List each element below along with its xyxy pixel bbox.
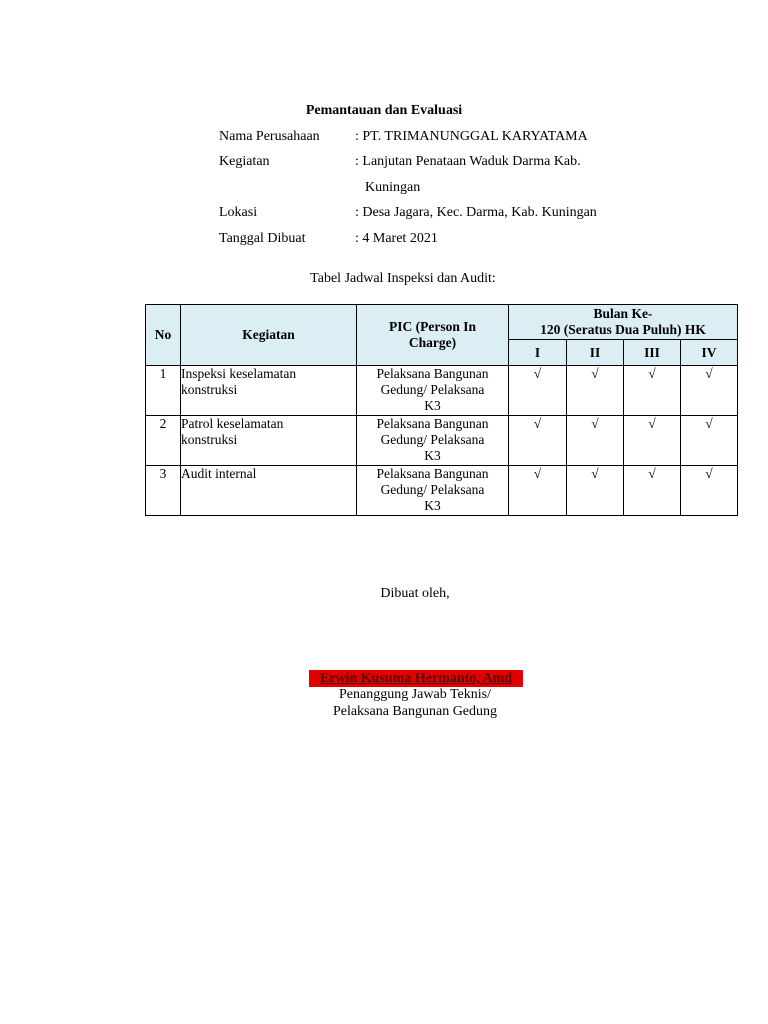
cell-pic-line: Gedung/ Pelaksana — [380, 432, 485, 447]
cell-no: 1 — [146, 366, 181, 416]
signer-role-line: Pelaksana Bangunan Gedung — [332, 704, 498, 719]
signer-role-line: Penanggung Jawab Teknis/ — [339, 687, 491, 702]
header-period: IV — [681, 340, 738, 366]
cell-kegiatan — [181, 466, 357, 516]
info-value: : Desa Jagara, Kec. Darma, Kab. Kuningan — [355, 205, 597, 220]
table-row — [146, 466, 738, 516]
check-mark: √ — [624, 416, 681, 466]
cell-kegiatan — [181, 416, 357, 466]
header-period: I — [509, 340, 567, 366]
cell-pic — [357, 416, 509, 466]
check-mark: √ — [567, 366, 624, 416]
cell-kegiatan — [181, 366, 357, 416]
check-mark: √ — [509, 416, 567, 466]
signer-name: Erwin Kusuma Hermanto, Amd — [309, 670, 523, 687]
schedule-table — [145, 304, 738, 516]
cell-pic-line: K3 — [424, 398, 441, 413]
info-label: Tanggal Dibuat — [219, 231, 306, 246]
info-label: Kegiatan — [219, 154, 270, 169]
check-mark: √ — [681, 466, 738, 516]
info-value: Kuningan — [365, 180, 421, 195]
info-value: : Lanjutan Penataan Waduk Darma Kab. — [355, 154, 581, 169]
info-label: Nama Perusahaan — [219, 129, 320, 144]
cell-pic — [357, 466, 509, 516]
check-mark: √ — [681, 416, 738, 466]
check-mark: √ — [681, 366, 738, 416]
header-period: II — [567, 340, 624, 366]
header-bulan-line: Bulan Ke- — [593, 306, 653, 321]
header-bulan — [509, 305, 738, 340]
info-label: Lokasi — [219, 205, 258, 220]
check-mark: √ — [624, 366, 681, 416]
cell-pic — [357, 366, 509, 416]
header-pic — [357, 305, 509, 366]
info-value: : PT. TRIMANUNGGAL KARYATAMA — [355, 129, 588, 144]
cell-no: 3 — [146, 466, 181, 516]
header-period: III — [624, 340, 681, 366]
header-bulan-line: 120 (Seratus Dua Puluh) HK — [540, 322, 706, 337]
cell-pic-line: K3 — [424, 498, 441, 513]
cell-kegiatan-line: konstruksi — [181, 382, 238, 397]
check-mark: √ — [509, 366, 567, 416]
document-title: Pemantauan dan Evaluasi — [305, 103, 463, 118]
check-mark: √ — [567, 416, 624, 466]
cell-kegiatan-line: Inspeksi keselamatan — [181, 366, 297, 381]
cell-kegiatan-line: Audit internal — [181, 466, 257, 481]
header-no: No — [146, 305, 181, 366]
cell-pic-line: Pelaksana Bangunan — [376, 416, 489, 431]
cell-pic-line: K3 — [424, 448, 441, 463]
check-mark: √ — [567, 466, 624, 516]
cell-kegiatan-line: konstruksi — [181, 432, 238, 447]
cell-pic-line: Gedung/ Pelaksana — [380, 382, 485, 397]
cell-kegiatan-line: Patrol keselamatan — [181, 416, 284, 431]
cell-pic-line: Gedung/ Pelaksana — [380, 482, 485, 497]
cell-pic-line: Pelaksana Bangunan — [376, 466, 489, 481]
table-row — [146, 366, 738, 416]
header-pic-line: Charge) — [408, 335, 457, 350]
header-pic-line: PIC (Person In — [389, 319, 476, 334]
made-by-label: Dibuat oleh, — [380, 586, 450, 601]
check-mark: √ — [509, 466, 567, 516]
info-value: : 4 Maret 2021 — [355, 231, 438, 246]
table-row — [146, 416, 738, 466]
check-mark: √ — [624, 466, 681, 516]
header-kegiatan: Kegiatan — [181, 305, 357, 366]
cell-pic-line: Pelaksana Bangunan — [376, 366, 489, 381]
table-caption: Tabel Jadwal Inspeksi dan Audit: — [310, 271, 496, 286]
cell-no: 2 — [146, 416, 181, 466]
